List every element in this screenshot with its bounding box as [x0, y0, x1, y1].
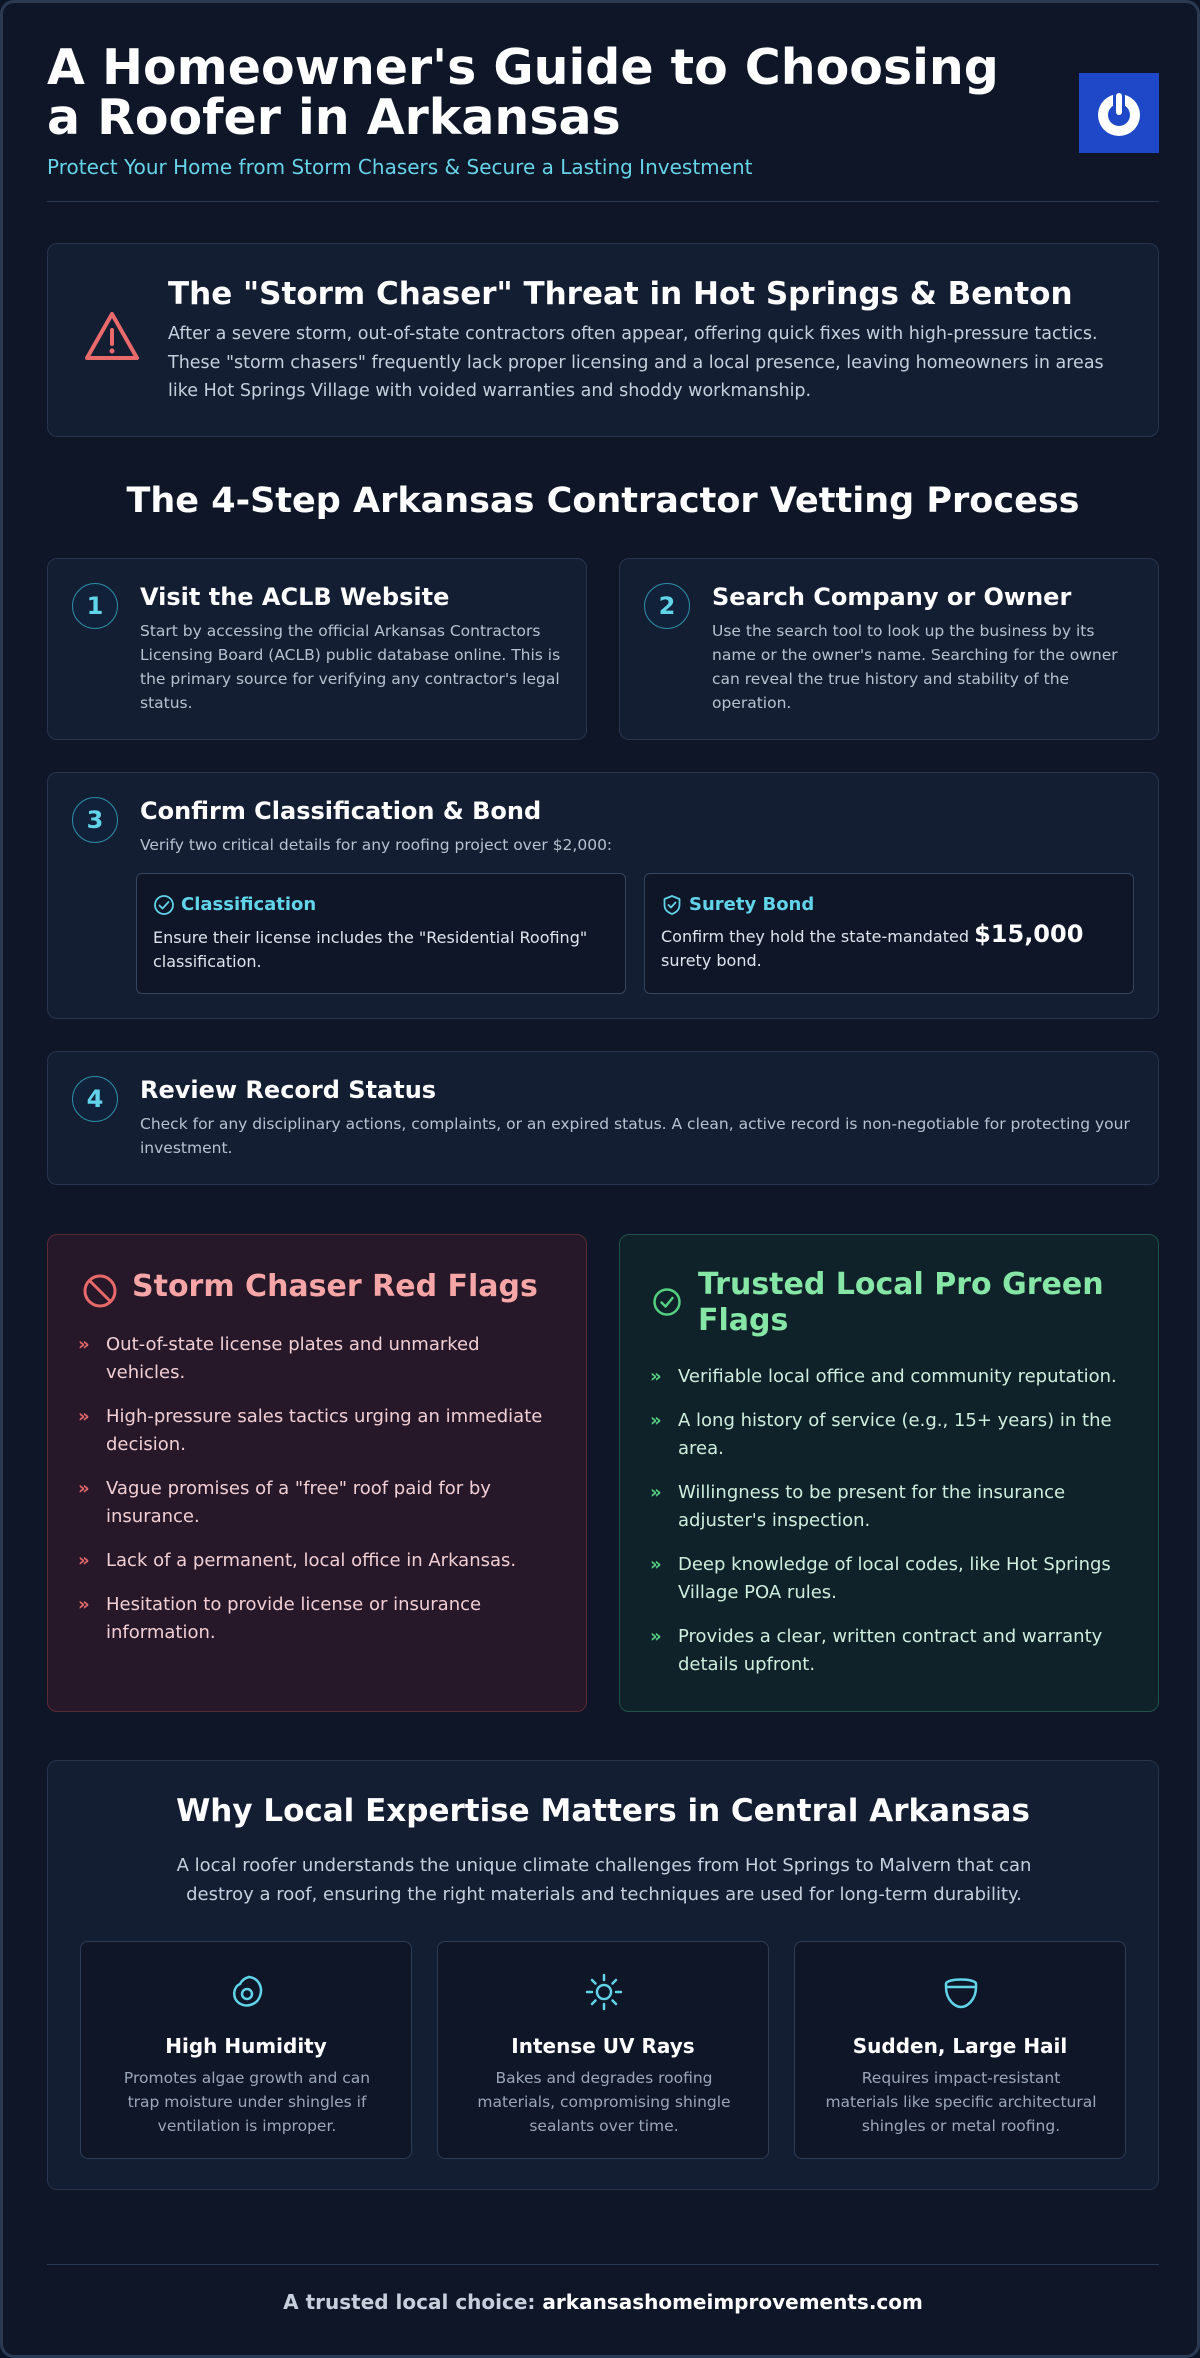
vetting-title: The 4-Step Arkansas Contractor Vetting Process — [126, 481, 1080, 521]
step-card-1 — [47, 558, 587, 740]
threat-title: The "Storm Chaser" Threat in Hot Springs & Benton — [168, 276, 1073, 312]
sun-icon — [584, 1972, 624, 2012]
step-text-3: Verify two critical details for any roofing project over $2,000: — [140, 836, 613, 854]
footer-site-link[interactable]: arkansashomeimprovements.com — [542, 2290, 923, 2314]
expertise-card-text: Promotes algae growth and can trap moisture under shingles if ventilation is improper. — [123, 2069, 371, 2135]
step-title-1: Visit the ACLB Website — [140, 583, 450, 611]
expertise-card-title: Sudden, Large Hail — [852, 2034, 1068, 2058]
check-circle-icon — [153, 894, 175, 916]
red-flags-card — [47, 1234, 587, 1712]
classification-card — [136, 873, 626, 994]
expertise-card-title: Intense UV Rays — [511, 2034, 695, 2058]
list-item: » Vague promises of a "free" roof paid for by insurance. — [78, 1478, 491, 1527]
red-flags-title: Storm Chaser Red Flags — [132, 1269, 538, 1304]
check-circle-icon — [652, 1287, 682, 1317]
step-number-4: 4 — [72, 1076, 118, 1122]
humidity-swirl-icon — [227, 1972, 267, 2012]
green-flags-title: Trusted Local Pro Green Flags — [698, 1267, 1104, 1338]
hail-shield-icon — [941, 1972, 981, 2012]
expertise-card-text: Bakes and degrades roofing materials, compromising shingle sealants over time. — [477, 2069, 731, 2135]
step-card-3 — [47, 772, 1159, 1019]
step-title-4: Review Record Status — [140, 1076, 437, 1104]
list-item: » Hesitation to provide license or insurance information. — [78, 1594, 482, 1643]
list-item: » Out-of-state license plates and unmarked vehicles. — [78, 1334, 480, 1383]
header — [47, 39, 1159, 203]
classification-text: Ensure their license includes the "Residential Roofing" classification. — [153, 928, 588, 971]
footer — [3, 2290, 1200, 2314]
list-item: » High-pressure sales tactics urging an immediate decision. — [78, 1406, 543, 1455]
expertise-text: A local roofer understands the unique climate challenges from Hot Springs to Malvern that can destroy a roof, ensuring the right materials and techniques are used for long-term durability. — [176, 1855, 1032, 1905]
expertise-title: Why Local Expertise Matters in Central Arkansas — [176, 1793, 1030, 1829]
step-number-1: 1 — [72, 583, 118, 629]
footer-divider — [47, 2264, 1159, 2265]
list-item: » Verifiable local office and community reputation. — [650, 1366, 1117, 1387]
footer-label: A trusted local choice: — [283, 2290, 536, 2314]
red-flags-list — [78, 1331, 558, 1663]
list-item: » Provides a clear, written contract and warranty details upfront. — [650, 1626, 1103, 1675]
threat-card — [47, 243, 1159, 437]
step-card-2 — [619, 558, 1159, 740]
surety-bond-text-after: surety bond. — [661, 951, 762, 970]
step-number-2: 2 — [644, 583, 690, 629]
surety-bond-title: Surety Bond — [689, 894, 815, 915]
power-logo-icon — [1079, 73, 1159, 153]
list-item: » A long history of service (e.g., 15+ years) in the area. — [650, 1410, 1112, 1459]
expertise-card-text: Requires impact-resistant materials like specific architectural shingles or metal roofing. — [825, 2069, 1097, 2135]
green-flags-card — [619, 1234, 1159, 1712]
page-title: A Homeowner's Guide to Choosing a Roofer in Arkansas — [47, 39, 999, 146]
expertise-card-title: High Humidity — [165, 2034, 327, 2058]
surety-bond-card — [644, 873, 1134, 994]
step-number-3: 3 — [72, 797, 118, 843]
step-card-4 — [47, 1051, 1159, 1185]
surety-bond-text-before: Confirm they hold the state-mandated — [661, 927, 969, 946]
classification-title: Classification — [181, 894, 317, 915]
surety-bond-text — [661, 922, 1119, 973]
surety-bond-amount: $15,000 — [974, 920, 1084, 948]
green-flags-list — [650, 1363, 1130, 1695]
threat-text: After a severe storm, out-of-state contractors often appear, offering quick fixes with high-pressure tactics. These "storm chasers" frequently lack proper licensing and a local presence, leaving homeowners in areas like Hot Springs Village with voided warranties and shoddy workmanship. — [168, 324, 1104, 401]
expertise-card — [47, 1760, 1159, 2190]
warning-triangle-icon — [82, 308, 142, 364]
expertise-card-humidity — [80, 1941, 412, 2159]
page-subtitle: Protect Your Home from Storm Chasers & Secure a Lasting Investment — [47, 155, 753, 179]
expertise-card-uv — [437, 1941, 769, 2159]
prohibited-icon — [82, 1273, 118, 1309]
header-divider — [47, 201, 1159, 202]
step-text-4: Check for any disciplinary actions, complaints, or an expired status. A clean, active record is non-negotiable for protecting your investment. — [140, 1115, 1130, 1157]
expertise-card-hail — [794, 1941, 1126, 2159]
step-title-2: Search Company or Owner — [712, 583, 1072, 611]
shield-check-icon — [661, 894, 683, 916]
step-title-3: Confirm Classification & Bond — [140, 797, 542, 825]
step-text-2: Use the search tool to look up the business by its name or the owner's name. Searching for the owner can reveal the true history and stability of the operation. — [712, 622, 1118, 712]
list-item: » Willingness to be present for the insurance adjuster's inspection. — [650, 1482, 1066, 1531]
list-item: » Deep knowledge of local codes, like Hot Springs Village POA rules. — [650, 1554, 1111, 1603]
list-item: » Lack of a permanent, local office in Arkansas. — [78, 1550, 517, 1571]
step-text-1: Start by accessing the official Arkansas Contractors Licensing Board (ACLB) public database online. This is the primary source for verifying any contractor's legal status. — [140, 622, 561, 712]
